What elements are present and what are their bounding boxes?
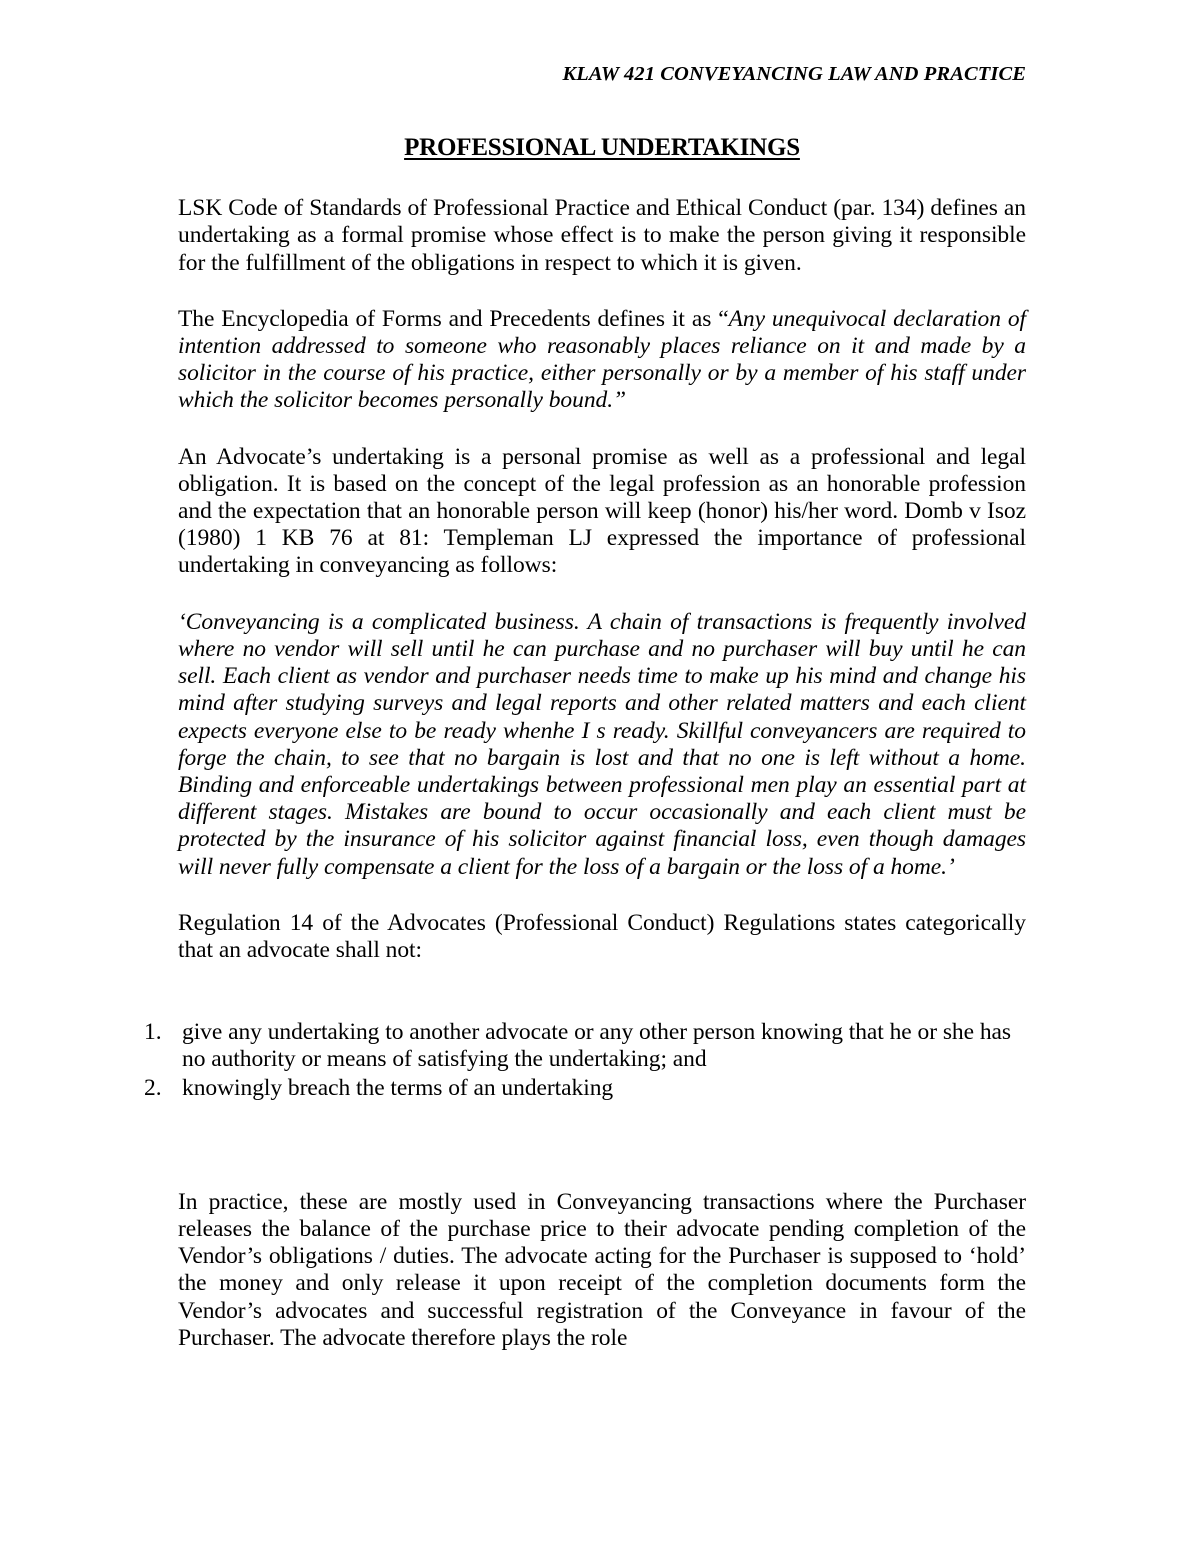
paragraph-definition-lsk: LSK Code of Standards of Professional Practice and Ethical Conduct (par. 134) defines an undertaking as a formal promise whose effect is to make the person giving it responsible for the fulfillment of the obligations in respect to which it is given. <box>178 195 1026 276</box>
list-item-marker: 2. <box>144 1074 162 1101</box>
paragraph-regulation-14: Regulation 14 of the Advocates (Professional Conduct) Regulations states categorically that an advocate shall not: <box>178 909 1026 963</box>
paragraph-encyclopedia <box>178 306 1026 415</box>
encyclopedia-lead-text: The Encyclopedia of Forms and Precedents defines it as “ <box>178 305 729 332</box>
paragraph-advocate-undertaking: An Advocate’s undertaking is a personal promise as well as a professional and legal obligation. It is based on the concept of the legal profession as an honorable profession and the expectation that an honorable person will keep (honor) his/her word. Domb v Isoz (1980) 1 KB 76 at 81: Templeman LJ expressed the importance of professional undertaking in conveyancing as follows: <box>178 443 1026 579</box>
running-header: KLAW 421 CONVEYANCING LAW AND PRACTICE <box>562 63 1026 85</box>
list-item <box>144 1019 1026 1073</box>
paragraph-practice-conveyancing: In practice, these are mostly used in Conveyancing transactions where the Purchaser releases the balance of the purchase price to their advocate pending completion of the Vendor’s obligations / duties. The advocate acting for the Purchaser is supposed to ‘hold’ the money and only release it upon receipt of the completion documents form the Vendor’s advocates and successful registration of the Conveyance in favour of the Purchaser. The advocate therefore plays the role <box>178 1188 1026 1351</box>
spacer-before-list <box>178 993 1026 1019</box>
document-body <box>144 132 1026 1352</box>
regulation-prohibitions-list <box>144 1019 1026 1102</box>
list-item-label: give any undertaking to another advocate or any other person knowing that he or she has no authority or means of satisfying the undertaking; and <box>182 1019 1011 1073</box>
encyclopedia-quote-text: Any unequivocal declaration of intention addressed to someone who reasonably places reliance on it and made by a solicitor in the course of his practice, either personally or by a member of his staff under which the solicitor becomes personally bound.” <box>178 305 1026 414</box>
blockquote-templeman-lj: ‘Conveyancing is a complicated business. A chain of transactions is frequently involved where no vendor will sell until he can purchase and no purchaser will buy until he can sell. Each client as vendor and purchaser needs time to make up his mind and change his mind after studying surveys and legal reports and other related matters and each client expects everyone else to be ready whenhe I s ready. Skillful conveyancers are required to forge the chain, to see that no bargain is lost and that no one is left without a home. Binding and enforceable undertakings between professional men play an essential part at different stages. Mistakes are bound to occur occasionally and each client must be protected by the insurance of his solicitor against financial loss, even though damages will never fully compensate a client for the loss of a bargain or the loss of a home.’ <box>178 608 1026 880</box>
page-title-text: PROFESSIONAL UNDERTAKINGS <box>404 134 800 161</box>
spacer-after-list <box>178 1131 1026 1189</box>
list-item <box>144 1075 1026 1102</box>
numbered-list-wrapper <box>144 1019 1026 1102</box>
list-item-label: knowingly breach the terms of an undertaking <box>182 1074 614 1101</box>
list-item-marker: 1. <box>144 1019 162 1046</box>
page-title <box>178 132 1026 163</box>
